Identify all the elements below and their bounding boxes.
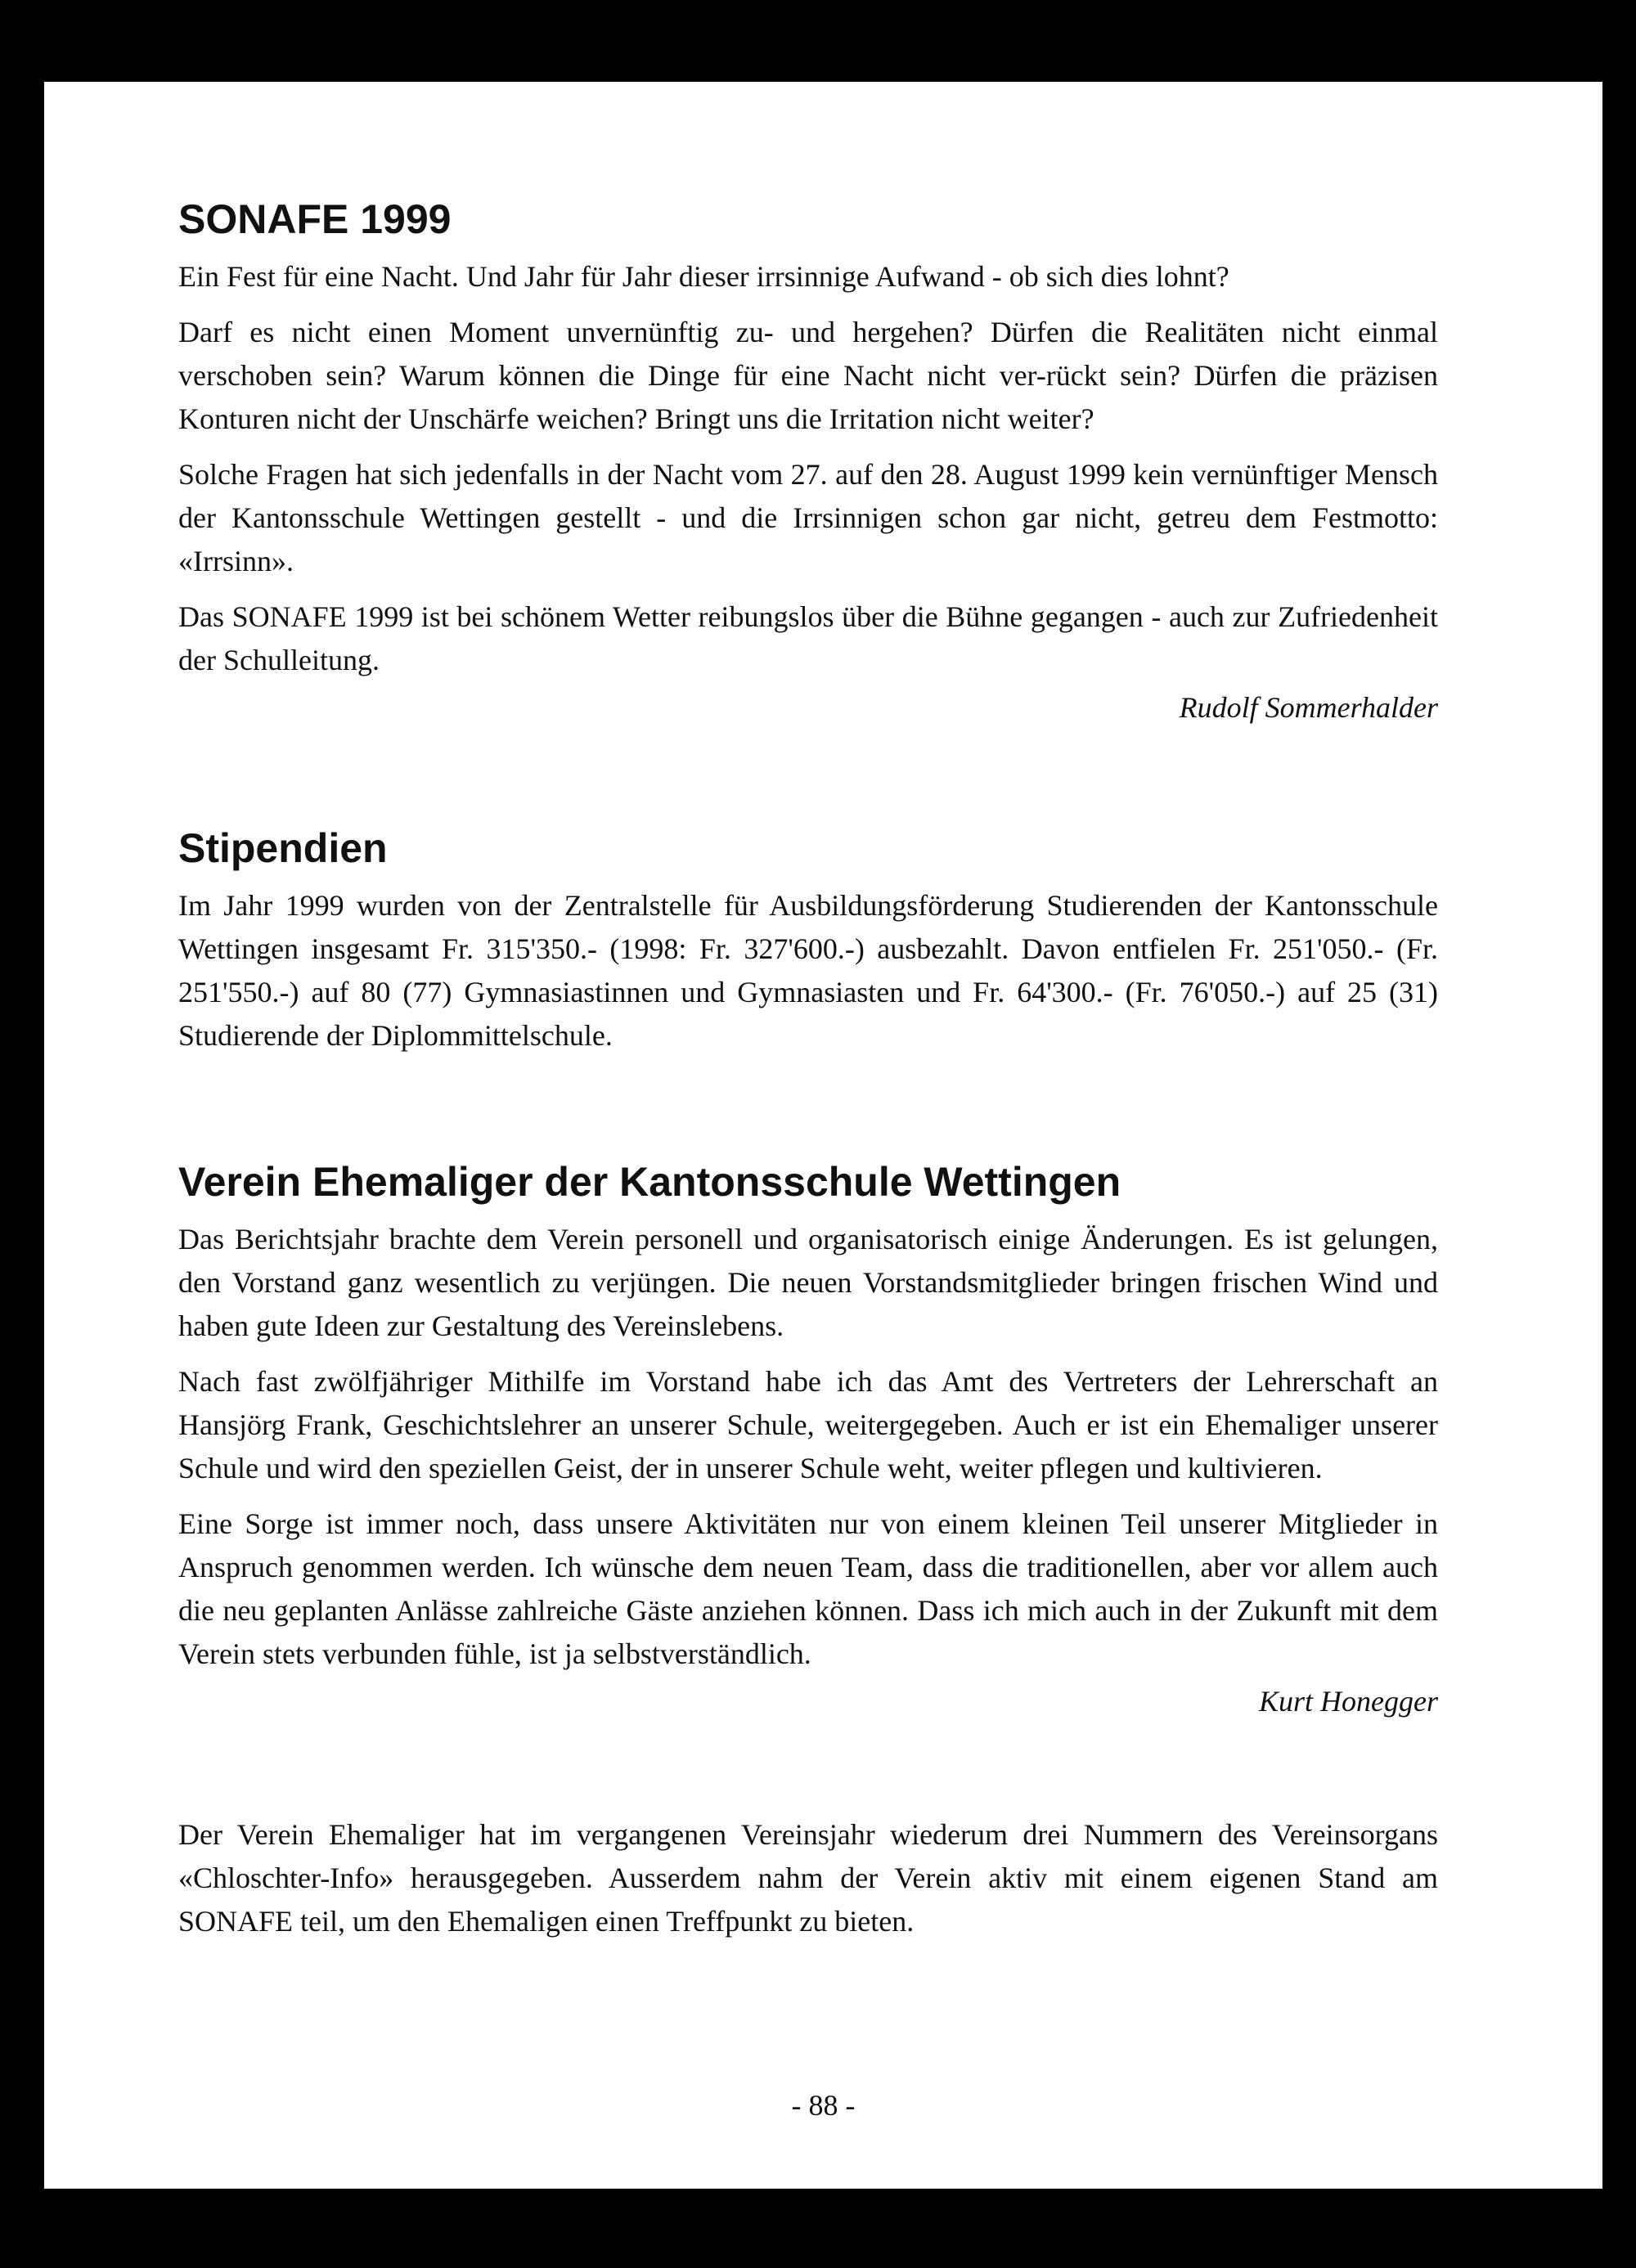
section-title-sonafe: SONAFE 1999	[178, 196, 452, 242]
document-page	[44, 82, 1602, 2189]
page-content	[178, 195, 1438, 1956]
verein-paragraph-3: Eine Sorge ist immer noch, dass unsere Aktivitäten nur von einem kleinen Teil unserer Mitglieder in Anspruch genommen werden. Ich wünsche dem neuen Team, dass die traditionellen, aber vor allem auch die neu geplanten Anlässe zahlreiche Gäste anziehen können. Dass ich mich auch in der Zukunft mit dem Verein stets verbunden fühle, ist ja selbstverständlich.	[178, 1507, 1438, 1670]
verein-note-paragraph: Der Verein Ehemaliger hat im vergangenen Vereinsjahr wiederum drei Nummern des Vereinsorgans «Chloschter-Info» herausgegeben. Ausserdem nahm der Verein aktiv mit einem eigenen Stand am SONAFE teil, um den Ehemaligen einen Treffpunkt zu bieten.	[178, 1818, 1438, 1938]
section-verein	[178, 1157, 1438, 1943]
verein-paragraph-1: Das Berichtsjahr brachte dem Verein personell und organisatorisch einige Änderungen. Es ist gelungen, den Vorstand ganz wesentlich zu verjüngen. Die neuen Vorstandsmitglieder bringen frischen Wind und haben gute Ideen zur Gestaltung des Vereinslebens.	[178, 1223, 1438, 1342]
section-sonafe	[178, 195, 1438, 730]
page-number: - 88 -	[791, 2089, 856, 2122]
verein-signature: Kurt Honegger	[1259, 1685, 1438, 1718]
verein-paragraph-2: Nach fast zwölfjähriger Mithilfe im Vorstand habe ich das Amt des Vertreters der Lehrerschaft an Hansjörg Frank, Geschichtslehrer an unserer Schule, weitergegeben. Auch er ist ein Ehemaliger unserer Schule und wird den speziellen Geist, der in unserer Schule weht, weiter pflegen und kultivieren.	[178, 1365, 1438, 1484]
stipendien-paragraph-1: Im Jahr 1999 wurden von der Zentralstelle für Ausbildungsförderung Studierenden der Kantonsschule Wettingen insgesamt Fr. 315'350.- (1998: Fr. 327'600.-) ausbezahlt. Davon entfielen Fr. 251'050.- (Fr. 251'550.-) auf 80 (77) Gymnasiastinnen und Gymnasiasten und Fr. 64'300.- (Fr. 76'050.-) auf 25 (31) Studierende der Diplommittelschule.	[178, 889, 1438, 1052]
sonafe-signature: Rudolf Sommerhalder	[1179, 691, 1438, 724]
sonafe-paragraph-2: Darf es nicht einen Moment unvernünftig zu- und hergehen? Dürfen die Realitäten nicht einmal verschoben sein? Warum können die Dinge für eine Nacht nicht ver-rückt sein? Dürfen die präzisen Konturen nicht der Unschärfe weichen? Bringt uns die Irritation nicht weiter?	[178, 316, 1438, 435]
section-title-stipendien: Stipendien	[178, 825, 388, 871]
sonafe-paragraph-1: Ein Fest für eine Nacht. Und Jahr für Jahr dieser irrsinnige Aufwand - ob sich dies lohnt?	[178, 260, 1229, 293]
section-stipendien	[178, 824, 1438, 1058]
section-title-verein: Verein Ehemaliger der Kantonsschule Wettingen	[178, 1159, 1121, 1205]
sonafe-paragraph-3: Solche Fragen hat sich jedenfalls in der Nacht vom 27. auf den 28. August 1999 kein vernünftiger Mensch der Kantonsschule Wettingen gestellt - und die Irrsinnigen schon gar nicht, getreu dem Festmotto: «Irrsinn».	[178, 458, 1438, 577]
sonafe-paragraph-4: Das SONAFE 1999 ist bei schönem Wetter reibungslos über die Bühne gegangen - auch zur Zufriedenheit der Schulleitung.	[178, 600, 1438, 676]
